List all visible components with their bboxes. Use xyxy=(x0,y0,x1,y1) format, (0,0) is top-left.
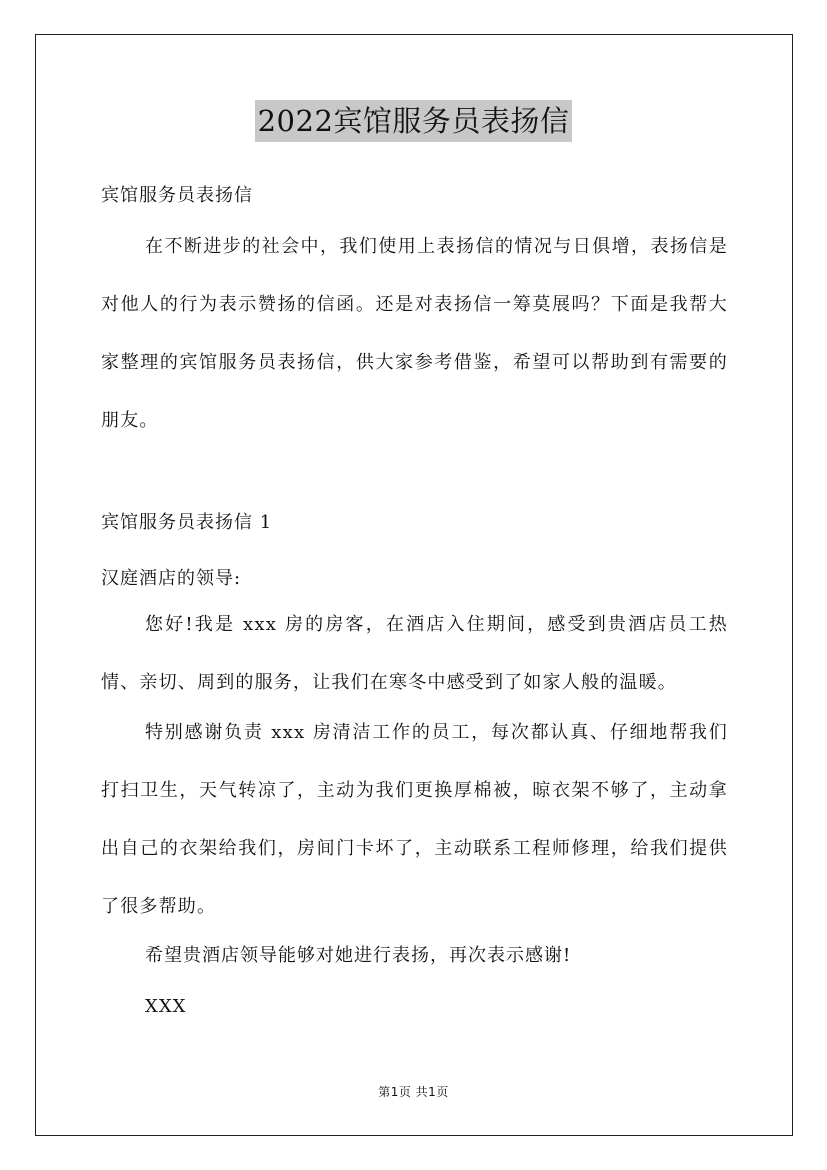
salutation: 汉庭酒店的领导: xyxy=(101,568,242,589)
section-heading: 宾馆服务员表扬信 1 xyxy=(101,512,273,533)
title-container xyxy=(0,100,827,142)
page-footer: 第1页 共1页 xyxy=(378,1085,449,1099)
document-subtitle: 宾馆服务员表扬信 xyxy=(101,185,253,206)
letter-paragraph-2: 特别感谢负责 xxx 房清洁工作的员工，每次都认真、仔细地帮我们打扫卫生，天气转凉了，主动为我们更换厚棉被，晾衣架不够了，主动拿出自己的衣架给我们，房间门卡坏了，主动联系工程师修理，给我们提供了很多帮助。 xyxy=(101,722,728,917)
intro-paragraph: 在不断进步的社会中，我们使用上表扬信的情况与日俱增，表扬信是对他人的行为表示赞扬的信函。还是对表扬信一筹莫展吗？下面是我帮大家整理的宾馆服务员表扬信，供大家参考借鉴，希望可以帮助到有需要的朋友。 xyxy=(101,236,728,431)
signature: XXX xyxy=(145,996,187,1017)
letter-paragraph-3: 希望贵酒店领导能够对她进行表扬，再次表示感谢! xyxy=(145,945,572,966)
letter-paragraph-1: 您好!我是 xxx 房的房客，在酒店入住期间，感受到贵酒店员工热情、亲切、周到的服务，让我们在寒冬中感受到了如家人般的温暖。 xyxy=(101,614,728,693)
document-title: 2022宾馆服务员表扬信 xyxy=(255,100,573,142)
